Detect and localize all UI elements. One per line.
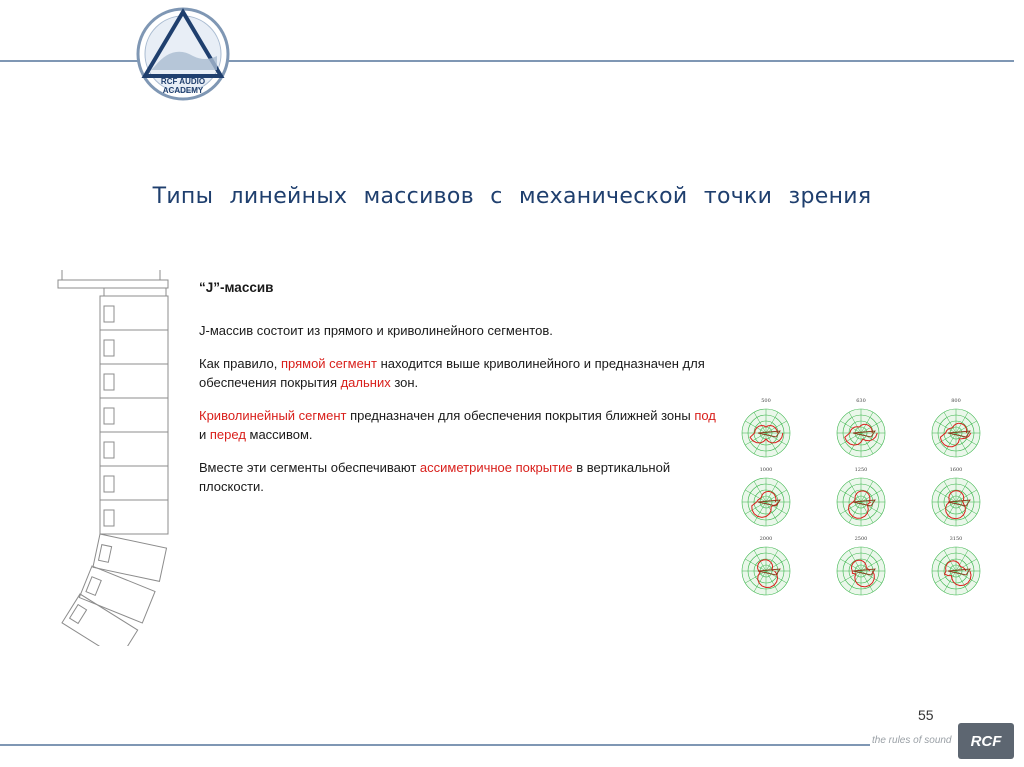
- polar-plot: [910, 398, 1002, 464]
- polar-diagram: [910, 398, 1002, 464]
- polar-diagram: [720, 467, 812, 533]
- p3-text-c: массивом.: [245, 427, 313, 442]
- polar-plot: [815, 398, 907, 464]
- section-heading: “J”-массив: [199, 280, 274, 295]
- highlight-far: дальних: [340, 375, 391, 390]
- highlight-under: под: [694, 408, 716, 423]
- polar-frequency-label: 1250: [854, 467, 868, 473]
- highlight-curved-segment: Криволинейный сегмент: [199, 408, 347, 423]
- polar-frequency-label: 630: [856, 398, 866, 404]
- polar-plot: [720, 536, 812, 602]
- logo-line-1: RCF AUDIO: [160, 77, 206, 86]
- polar-diagram: [910, 536, 1002, 602]
- polar-diagram: [720, 398, 812, 464]
- highlight-straight-segment: прямой сегмент: [280, 356, 377, 371]
- j-array-drawing: [48, 266, 178, 646]
- slide-title: Типы линейных массивов с механической точки зрения: [152, 184, 872, 209]
- text-content: [199, 278, 719, 510]
- paragraph-1: J-массив состоит из прямого и криволинейного сегментов.: [199, 323, 553, 338]
- polar-diagram: [720, 536, 812, 602]
- polar-frequency-label: 1600: [949, 467, 963, 473]
- polar-plot: [910, 536, 1002, 602]
- rcf-audio-academy-logo: [133, 4, 233, 104]
- page-number: 55: [918, 707, 934, 723]
- polar-diagram: [815, 536, 907, 602]
- highlight-asymmetric-coverage: ассиметричное покрытие: [419, 460, 573, 475]
- polar-plot-grid: [720, 398, 1002, 600]
- logo-line-2: ACADEMY: [162, 86, 204, 95]
- polar-plot: [720, 398, 812, 464]
- polar-plot: [910, 467, 1002, 533]
- highlight-in-front: перед: [209, 427, 246, 442]
- p4-text-a: Вместе эти сегменты обеспечивают: [199, 460, 420, 475]
- polar-plot: [815, 467, 907, 533]
- polar-frequency-label: 800: [951, 398, 961, 404]
- p2-text-c: зон.: [390, 375, 419, 390]
- polar-plot: [815, 536, 907, 602]
- p2-text-b: находится выше криволинейного и предназначен для обеспечения покрытия: [199, 356, 705, 390]
- rcf-brand-logo: RCF: [958, 723, 1014, 759]
- polar-frequency-label: 3150: [949, 536, 963, 542]
- curved-segment: [62, 534, 167, 646]
- footer-tagline: the rules of sound: [872, 735, 952, 746]
- paragraph-3: [199, 406, 719, 444]
- polar-frequency-label: 1000: [759, 467, 773, 473]
- paragraph-2: [199, 354, 719, 392]
- p4-text-b: в вертикальной плоскости.: [199, 460, 671, 494]
- bottom-divider: [0, 744, 870, 746]
- polar-frequency-label: 2000: [759, 536, 773, 542]
- p3-text-a: предназначен для обеспечения покрытия ближней зоны: [346, 408, 695, 423]
- straight-segment: [100, 296, 168, 534]
- paragraph-4: [199, 458, 719, 496]
- polar-diagram: [815, 398, 907, 464]
- polar-frequency-label: 500: [761, 398, 771, 404]
- p2-text-a: Как правило,: [199, 356, 281, 371]
- p3-text-b: и: [199, 427, 210, 442]
- polar-diagram: [910, 467, 1002, 533]
- polar-plot: [720, 467, 812, 533]
- polar-frequency-label: 2500: [854, 536, 868, 542]
- polar-diagram: [815, 467, 907, 533]
